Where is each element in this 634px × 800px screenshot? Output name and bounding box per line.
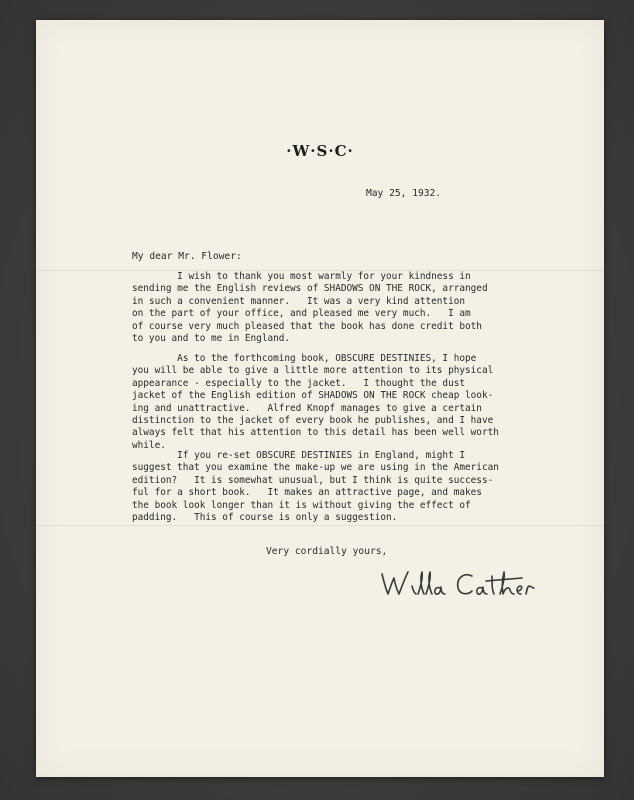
text-line: appearance - especially to the jacket. I thought the dust xyxy=(132,377,466,389)
letter-page xyxy=(36,20,604,777)
text-line: to you and to me in England. xyxy=(132,333,291,345)
text-line: the book look longer than it is without giving the effect of xyxy=(132,499,471,511)
handwritten-signature xyxy=(376,564,566,604)
text-line: distinction to the jacket of every book he publishes, and I have xyxy=(132,415,494,427)
text-line: padding. This of course is only a suggestion. xyxy=(132,512,398,524)
text-line: ful for a short book. It makes an attractive page, and makes xyxy=(132,487,482,499)
text-line: ing and unattractive. Alfred Knopf manages to give a certain xyxy=(132,402,482,414)
text-line: If you re-set OBSCURE DESTINIES in England, might I xyxy=(132,450,466,461)
letter-date: May 25, 1932. xyxy=(366,188,442,199)
text-line: you will be able to give a little more attention to its physical xyxy=(132,365,494,377)
text-line: always felt that his attention to this detail has been well worth xyxy=(132,427,499,439)
salutation: My dear Mr. Flower: xyxy=(132,251,242,262)
paper-fold xyxy=(36,525,604,526)
text-line: As to the forthcoming book, OBSCURE DESTINIES, I hope xyxy=(132,353,477,364)
text-line: jacket of the English edition of SHADOWS ON THE ROCK cheap look- xyxy=(132,390,494,402)
text-line: of course very much pleased that the book has done credit both xyxy=(132,320,482,332)
paragraph-1 xyxy=(132,271,552,345)
text-line: while. xyxy=(132,439,166,451)
text-line: sending me the English reviews of SHADOWS ON THE ROCK, arranged xyxy=(132,283,488,295)
text-line: edition? It is somewhat unusual, but I think is quite success- xyxy=(132,474,494,486)
letterhead-monogram: ·W·S·C· xyxy=(286,142,354,160)
text-line: suggest that you examine the make-up we are using in the American xyxy=(132,462,499,474)
paragraph-3 xyxy=(132,450,552,524)
text-line: in such a convenient manner. It was a very kind attention xyxy=(132,295,466,307)
text-line: on the part of your office, and pleased me very much. I am xyxy=(132,308,471,320)
closing: Very cordially yours, xyxy=(266,546,388,557)
text-line: I wish to thank you most warmly for your kindness in xyxy=(132,271,471,282)
paragraph-2 xyxy=(132,353,552,452)
